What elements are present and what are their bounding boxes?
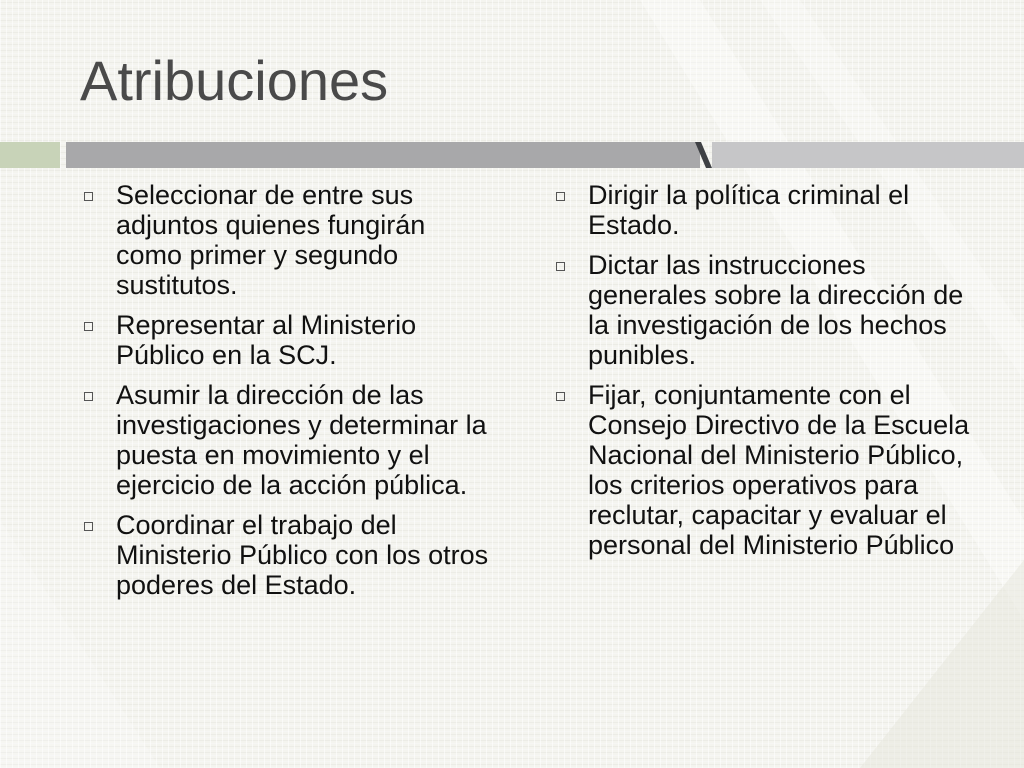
bullet-item [84,310,494,370]
bullet-item [84,510,494,600]
title-band-accent [0,142,60,168]
hollow-square-bullet-icon [84,322,93,331]
bullet-text: Representar al Ministerio Público en la SCJ. [116,310,417,370]
title-band-wedge [695,142,715,168]
bullet-text: Coordinar el trabajo del Ministerio Público con los otros poderes del Estado. [116,510,489,600]
hollow-square-bullet-icon [84,522,93,531]
bullet-item [556,380,986,560]
hollow-square-bullet-icon [556,192,565,201]
bullet-text: Seleccionar de entre sus adjuntos quienes fungirán como primer y segundo sustitutos. [116,180,426,300]
bullet-text: Fijar, conjuntamente con el Consejo Directivo de la Escuela Nacional del Ministerio Público, los criterios operativos para reclutar, capacitar y evaluar el personal del Ministerio Público [588,380,970,560]
title-band [66,142,700,168]
hollow-square-bullet-icon [556,262,565,271]
bullet-item [556,250,986,370]
slide-title: Atribuciones [80,49,389,112]
bullet-text: Asumir la dirección de las investigaciones y determinar la puesta en movimiento y el ejercicio de la acción pública. [116,380,487,500]
hollow-square-bullet-icon [84,192,93,201]
right-bullet-list [556,180,986,570]
bullet-item [556,180,986,240]
left-bullet-list [84,180,494,610]
bullet-text: Dirigir la política criminal el Estado. [588,180,910,240]
title-band-right [712,142,1024,168]
hollow-square-bullet-icon [556,392,565,401]
bullet-item [84,380,494,500]
bullet-text: Dictar las instrucciones generales sobre la dirección de la investigación de los hechos punibles. [588,250,964,370]
hollow-square-bullet-icon [84,392,93,401]
bullet-item [84,180,494,300]
